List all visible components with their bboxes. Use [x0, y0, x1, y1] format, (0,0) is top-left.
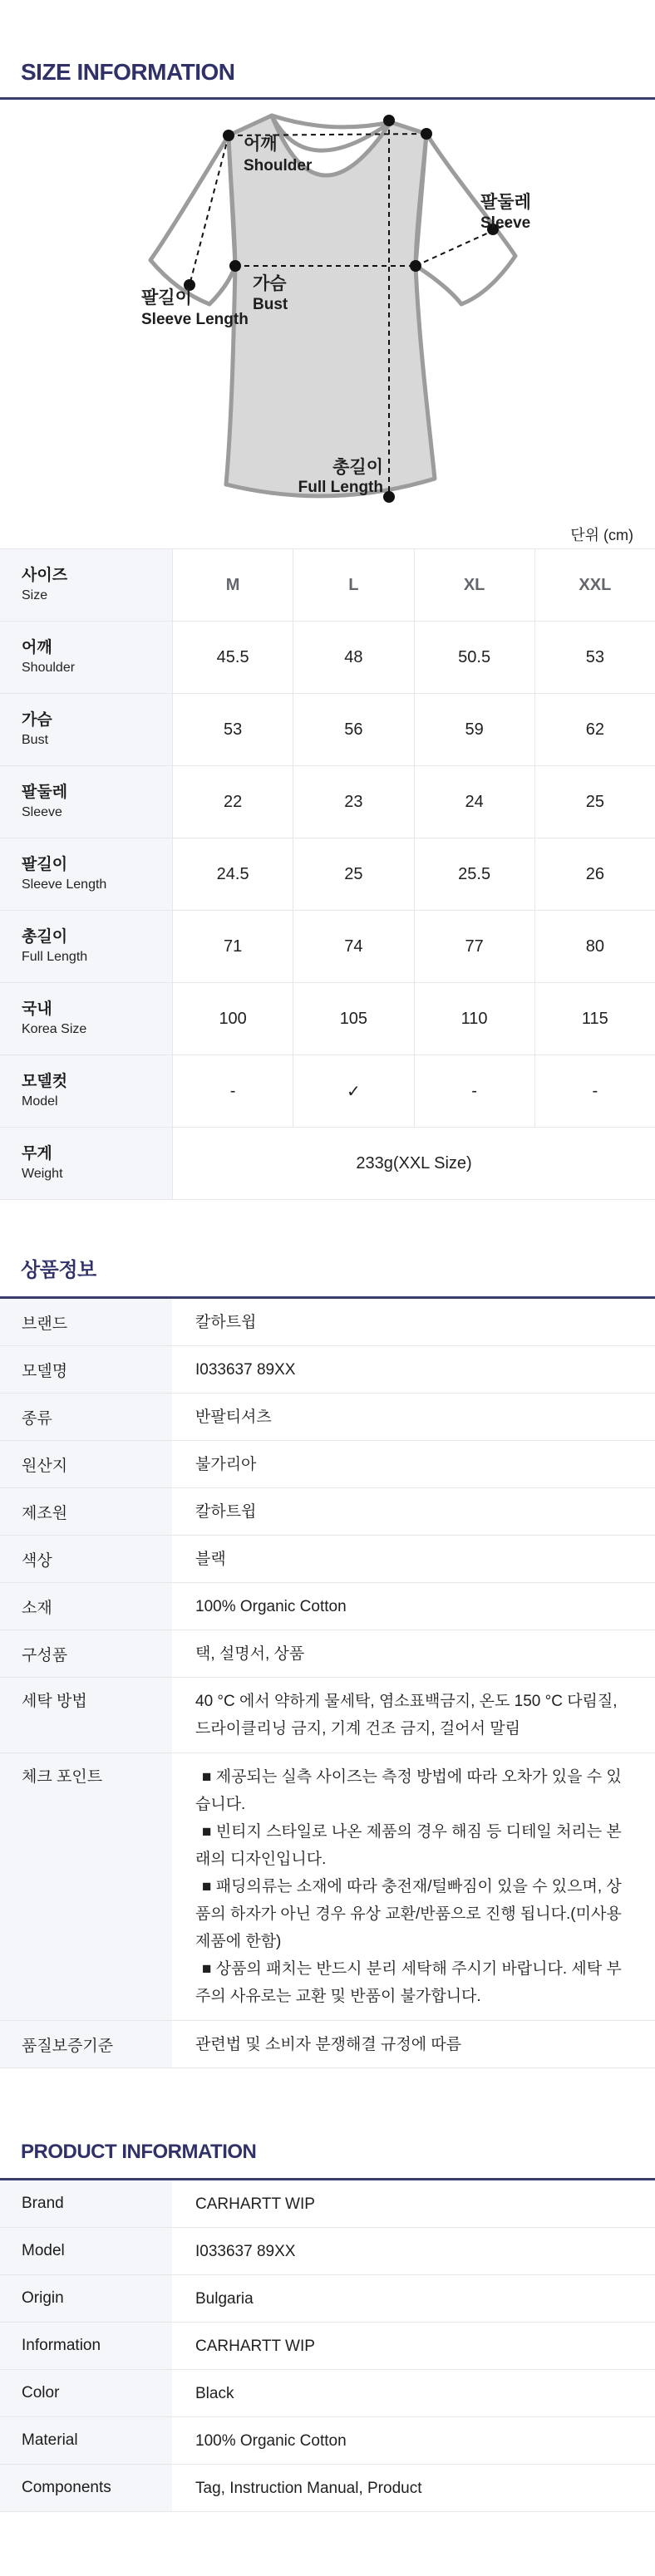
- size-cell: 48: [293, 622, 413, 693]
- info-row-color: [0, 1536, 655, 1583]
- row-label: [0, 694, 172, 765]
- product-info-ko-title: 상품정보: [21, 1259, 96, 1281]
- info-row-brand-en: [0, 2180, 655, 2228]
- size-row-shoulder: [0, 622, 655, 694]
- size-cell: 24.5: [172, 838, 293, 910]
- info-value: 40 °C 에서 약하게 물세탁, 염소표백금지, 온도 150 °C 다림질, 드라이클리닝 금지, 기계 건조 금지, 걸어서 말림: [195, 1693, 618, 1738]
- size-cell: 77: [414, 911, 534, 982]
- info-label: Color: [0, 2370, 172, 2416]
- size-header-label-ko: 사이즈: [22, 567, 68, 584]
- row-label: [0, 983, 172, 1054]
- row-label-ko: 팔둘레: [22, 784, 68, 801]
- size-cell: 110: [414, 983, 534, 1054]
- checkpoint-bullet: ■ 패딩의류는 소재에 따라 충전재/털빠짐이 있을 수 있으며, 상품의 하자가 아닌 경우 유상 교환/반품으로 진행 됩니다.(미사용 제품에 한함): [195, 1878, 622, 1950]
- info-value: 블랙: [195, 1550, 226, 1568]
- info-row-color-en: [0, 2370, 655, 2417]
- size-table: [0, 548, 655, 1200]
- row-label: [0, 622, 172, 693]
- row-label: [0, 1055, 172, 1127]
- info-label: 종류: [0, 1394, 172, 1440]
- dot-left-chest: [229, 260, 241, 272]
- size-cell: 25: [534, 766, 655, 838]
- info-label: Components: [0, 2465, 172, 2511]
- dot-neck: [383, 115, 395, 126]
- size-col-header-xl: XL: [414, 549, 534, 621]
- model-check-cell: ✓: [293, 1055, 413, 1127]
- info-label: 브랜드: [0, 1299, 172, 1345]
- info-label: Information: [0, 2323, 172, 2369]
- diagram-label-sleeve-en: Sleeve: [480, 214, 531, 232]
- size-cell: 50.5: [414, 622, 534, 693]
- size-cell: 80: [534, 911, 655, 982]
- info-value: Black: [195, 2384, 234, 2402]
- row-label: [0, 838, 172, 910]
- info-row-brand: [0, 1299, 655, 1346]
- row-label: [0, 766, 172, 838]
- size-col-header-m: M: [172, 549, 293, 621]
- product-info-ko-table: [0, 1299, 655, 2068]
- product-info-en-title: PRODUCT INFORMATION: [21, 2141, 257, 2163]
- info-label: 제조원: [0, 1488, 172, 1535]
- info-value: CARHARTT WIP: [195, 2195, 315, 2213]
- info-value: 택, 설명서, 상품: [195, 1644, 305, 1663]
- size-row-korea-size: [0, 983, 655, 1055]
- info-label: Material: [0, 2417, 172, 2464]
- diagram-label-sleeve-length-ko: 팔길이: [141, 288, 192, 307]
- dot-left-shoulder: [223, 130, 234, 141]
- info-value: 칼하트윕: [195, 1313, 257, 1331]
- product-info-ko-section: [0, 1258, 655, 1299]
- info-row-model-en: [0, 2228, 655, 2275]
- info-label: 색상: [0, 1536, 172, 1582]
- size-col-header-xxl: XXL: [534, 549, 655, 621]
- info-value: Bulgaria: [195, 2289, 254, 2308]
- info-value: 100% Organic Cotton: [195, 2431, 347, 2450]
- size-row-sleeve: [0, 766, 655, 838]
- info-label: 소재: [0, 1583, 172, 1630]
- checkpoint-bullet: ■ 상품의 패치는 반드시 분리 세탁해 주시기 바랍니다. 세탁 부주의 사유로는 교환 및 반품이 불가합니다.: [195, 1960, 622, 2005]
- size-cell: 115: [534, 983, 655, 1054]
- diagram-label-bust-en: Bust: [253, 296, 288, 313]
- row-label-ko: 국내: [22, 1000, 52, 1018]
- info-value: 불가리아: [195, 1455, 257, 1473]
- diagram-label-sleeve-ko: 팔둘레: [480, 193, 531, 212]
- size-cell: 100: [172, 983, 293, 1054]
- row-label-en: Shoulder: [22, 661, 76, 675]
- diagram-label-full-length-ko: 총길이: [332, 458, 383, 477]
- info-row-components: [0, 1630, 655, 1678]
- info-row-origin: [0, 1441, 655, 1488]
- row-label: [0, 1128, 172, 1199]
- info-label: 원산지: [0, 1441, 172, 1487]
- info-label: 세탁 방법: [0, 1678, 172, 1753]
- row-label-ko: 모델컷: [22, 1073, 68, 1090]
- size-cell: 56: [293, 694, 413, 765]
- weight-value-cell: 233g(XXL Size): [172, 1128, 655, 1199]
- info-label: 체크 포인트: [0, 1753, 172, 2020]
- info-value: CARHARTT WIP: [195, 2337, 315, 2355]
- info-row-warranty: [0, 2021, 655, 2068]
- info-value: 관련법 및 소비자 분쟁해결 규정에 따름: [195, 2035, 462, 2053]
- size-header-label-en: Size: [22, 588, 48, 602]
- row-label-ko: 어깨: [22, 639, 52, 656]
- size-cell: 74: [293, 911, 413, 982]
- row-label-en: Model: [22, 1094, 58, 1109]
- size-cell: 53: [534, 622, 655, 693]
- size-cell: 45.5: [172, 622, 293, 693]
- size-cell: 62: [534, 694, 655, 765]
- dot-right-shoulder: [421, 128, 432, 140]
- dot-hem: [383, 491, 395, 503]
- size-table-header-row: [0, 549, 655, 622]
- info-row-material: [0, 1583, 655, 1630]
- info-row-manufacturer: [0, 1488, 655, 1536]
- info-row-checkpoint: [0, 1753, 655, 2021]
- diagram-label-bust-ko: 가슴: [253, 274, 287, 293]
- diagram-label-shoulder-en: Shoulder: [244, 157, 313, 175]
- row-label: [0, 911, 172, 982]
- tshirt-measurement-diagram: [0, 100, 655, 548]
- size-cell: 71: [172, 911, 293, 982]
- size-cell: 22: [172, 766, 293, 838]
- diagram-label-sleeve-length-en: Sleeve Length: [141, 311, 249, 328]
- info-value: I033637 89XX: [195, 2242, 296, 2260]
- dot-right-chest: [410, 260, 421, 272]
- info-label: Brand: [0, 2180, 172, 2227]
- diagram-label-full-length-en: Full Length: [298, 479, 383, 496]
- info-label: 모델명: [0, 1346, 172, 1393]
- size-row-weight: [0, 1128, 655, 1200]
- info-row-origin-en: [0, 2275, 655, 2323]
- size-cell: 24: [414, 766, 534, 838]
- size-information-section: [0, 0, 655, 100]
- size-cell: 25.5: [414, 838, 534, 910]
- size-cell: 53: [172, 694, 293, 765]
- info-row-washing: [0, 1678, 655, 1753]
- info-label: Model: [0, 2228, 172, 2274]
- info-label: 구성품: [0, 1630, 172, 1677]
- size-row-full-length: [0, 911, 655, 983]
- size-row-model-cut: [0, 1055, 655, 1128]
- info-row-components-en: [0, 2465, 655, 2512]
- size-section-title: SIZE INFORMATION: [21, 59, 235, 85]
- size-row-sleeve-length: [0, 838, 655, 911]
- product-info-en-section: [0, 2140, 655, 2180]
- size-header-label: [0, 549, 172, 621]
- size-cell: 105: [293, 983, 413, 1054]
- checkpoint-bullet: ■ 제공되는 실측 사이즈는 측정 방법에 따라 오차가 있을 수 있습니다.: [195, 1768, 622, 1813]
- info-label: 품질보증기준: [0, 2021, 172, 2067]
- info-row-material-en: [0, 2417, 655, 2465]
- row-label-en: Bust: [22, 733, 49, 747]
- size-row-bust: [0, 694, 655, 766]
- info-label: Origin: [0, 2275, 172, 2322]
- size-cell: 26: [534, 838, 655, 910]
- diagram-label-shoulder-ko: 어깨: [244, 135, 278, 154]
- checkpoint-bullet: ■ 빈티지 스타일로 나온 제품의 경우 해짐 등 디테일 처리는 본래의 디자인입니다.: [195, 1823, 622, 1868]
- info-value: 반팔티셔츠: [195, 1408, 272, 1426]
- info-value: Tag, Instruction Manual, Product: [195, 2479, 422, 2497]
- info-row-kind: [0, 1394, 655, 1441]
- size-col-header-l: L: [293, 549, 413, 621]
- row-label-ko: 가슴: [22, 711, 52, 729]
- row-label-en: Sleeve Length: [22, 878, 107, 892]
- size-cell: 59: [414, 694, 534, 765]
- info-row-model-name: [0, 1346, 655, 1394]
- info-value: 칼하트윕: [195, 1502, 257, 1521]
- tshirt-diagram-svg: [0, 100, 655, 548]
- row-label-en: Full Length: [22, 950, 88, 964]
- row-label-ko: 무게: [22, 1145, 52, 1163]
- size-cell: -: [414, 1055, 534, 1127]
- size-cell: -: [172, 1055, 293, 1127]
- size-cell: 23: [293, 766, 413, 838]
- checkpoint-bullets: [172, 1753, 655, 2020]
- tshirt-left-sleeve: [150, 135, 235, 304]
- bottom-spacer: [0, 2512, 655, 2573]
- unit-label: 단위 (cm): [570, 527, 633, 543]
- product-info-en-table: [0, 2180, 655, 2512]
- row-label-en: Weight: [22, 1167, 63, 1181]
- info-value: I033637 89XX: [195, 1360, 296, 1379]
- info-row-information-en: [0, 2323, 655, 2370]
- row-label-ko: 총길이: [22, 928, 68, 946]
- row-label-ko: 팔길이: [22, 856, 68, 873]
- row-label-en: Sleeve: [22, 805, 62, 819]
- size-cell: -: [534, 1055, 655, 1127]
- row-label-en: Korea Size: [22, 1022, 87, 1036]
- info-value: 100% Organic Cotton: [195, 1597, 347, 1615]
- size-cell: 25: [293, 838, 413, 910]
